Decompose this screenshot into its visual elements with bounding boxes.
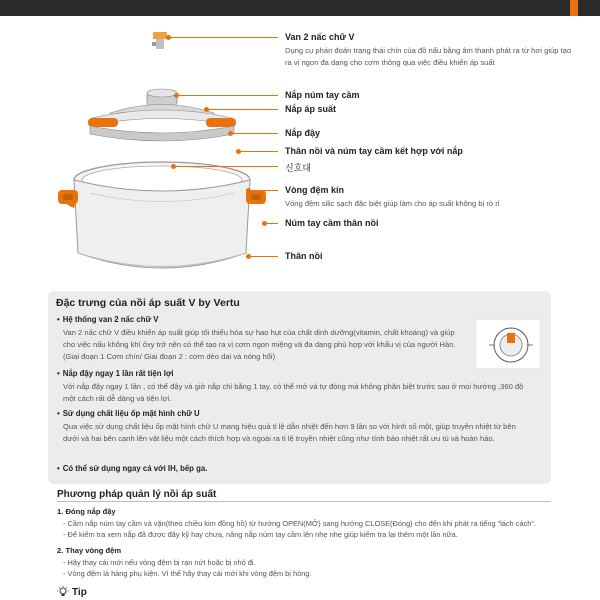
leader-cover (232, 133, 278, 134)
label-pressure-lid: Nắp áp suất (285, 104, 337, 114)
label-body-handle-lid: Thân nồi và núm tay cầm kết hợp với nắp (285, 146, 463, 156)
tip-heading (57, 586, 87, 598)
label-body-handle: Núm tay cầm thân nồi (285, 218, 379, 228)
leader-signal (175, 166, 278, 167)
leader-dot (204, 107, 209, 112)
label-v-valve: Van 2 nấc chữ V (285, 32, 355, 42)
pot-body-part (58, 162, 266, 268)
care-divider (57, 501, 551, 502)
leader-dot (262, 221, 267, 226)
label-handle-knob: Nắp núm tay cầm (285, 90, 360, 100)
leader-valve (170, 37, 278, 38)
leader-pressure-lid (208, 109, 278, 110)
leader-dot (171, 164, 176, 169)
label-cover: Nắp đậy (285, 128, 321, 138)
label-signal: 신호대 (285, 163, 312, 173)
v-valve-part (152, 32, 167, 49)
label-gasket: Vòng đệm kín (285, 185, 345, 195)
leader-dot (236, 149, 241, 154)
leader-dot (246, 254, 251, 259)
top-banner (0, 0, 600, 16)
care-heading: 2. Thay vòng đệm (57, 546, 122, 555)
leader-dot (174, 93, 179, 98)
care-heading: 1. Đóng nắp đậy (57, 507, 116, 516)
care-line-text: - Hãy thay cái mới nếu vòng đệm bị rạn nứt hoặc bị nhỏ đi. (63, 558, 256, 567)
feature-heading: • Hệ thống van 2 nấc chữ V (57, 315, 159, 324)
feature-body: Van 2 nấc chữ V điều khiển áp suất giúp tối thiểu hóa sự hao hụt của chất dinh dưỡng(vitamin, chất khoáng) và giúp cho việc nấu không khí ôxy trở nên có thể tạo ra vị cơm ngon miệng và đa dạng phù hợp với khẩu vị của người Hàn. (Giai đoạn 1 Cơm chín/ Giai đoạn 2 : cơm dẻo dai và nóng hổi) (63, 328, 456, 361)
care-line-text: - Để kiểm tra xem nắp đã được đậy kỹ hay chưa, nâng nắp núm tay cầm lên nhẹ nhẹ giúp kiểm tra lại thêm một lần nữa. (63, 530, 458, 539)
leader-knob (178, 95, 278, 96)
feature-heading: • Có thể sử dụng ngay cả với IH, bếp ga. (57, 464, 207, 473)
lid-part (88, 89, 236, 141)
lightbulb-icon (57, 586, 69, 598)
features-title: Đặc trưng của nồi áp suất V by Vertu (56, 297, 240, 309)
leader-gasket (250, 190, 278, 191)
care-line-text: - Vòng đệm là hàng phụ kiện. Vì thế hãy thay cái mới khi vòng đệm bị hỏng. (63, 569, 312, 578)
valve-dial-figure (475, 319, 541, 369)
banner-accent (570, 0, 578, 16)
pressure-cooker-diagram (30, 18, 280, 288)
leader-dot (246, 188, 251, 193)
care-line-text: - Cầm nắp núm tay cầm và vặn(theo chiều kim đồng hồ) từ hướng OPEN(MỞ) sang hướng CLOSE(Đóng) cho đến khi phát ra tiếng “lách cách”. (63, 519, 536, 528)
leader-pot-body (250, 256, 278, 257)
feature-body: Qua việc sử dụng chất liệu ốp mặt hình chữ U mang hiệu quả tỉ lệ dẫn nhiệt đến hơn 9 lần so với hình số một, giúp truyền nhiệt từ bên dưới và hai bên cạnh lên vật liệu một cách thích hợp và ngoài ra tỉ lệ truyền nhiệt cũng như tính bảo nhiệt rất ưu tú và hoàn hảo. (63, 422, 516, 443)
leader-dot (166, 35, 171, 40)
feature-heading: • Nắp đậy ngay 1 lần rất tiện lợi (57, 369, 174, 378)
care-title: Phương pháp quản lý nồi áp suất (57, 489, 217, 500)
label-pot-body: Thân nồi (285, 251, 323, 261)
feature-heading: • Sử dụng chất liệu ốp mặt hình chữ U (57, 409, 200, 418)
leader-body-handle (266, 223, 278, 224)
leader-body-handle-lid (240, 151, 278, 152)
desc-gasket: Vòng đệm silic sạch đặc biệt giúp làm cho áp suất không bị rò rỉ (285, 199, 500, 208)
tip-label: Tip (72, 586, 87, 598)
features-panel (48, 291, 551, 484)
desc-v-valve: Dụng cụ phán đoán trạng thái chín của đồ nấu bằng âm thanh phát ra từ hơi giúp tạo ra vị ngon đa dạng cho cơm thông qua việc điều khiển áp suất (285, 46, 572, 67)
feature-body: Với nắp đậy ngay 1 lần , có thể đậy và giở nắp chỉ bằng 1 tay, có thể mở và tự đóng mà không phân biệt trước sau ở mọi hướng ,360 độ một cách rất dễ dàng và tiện lợi. (63, 382, 524, 403)
leader-dot (228, 131, 233, 136)
